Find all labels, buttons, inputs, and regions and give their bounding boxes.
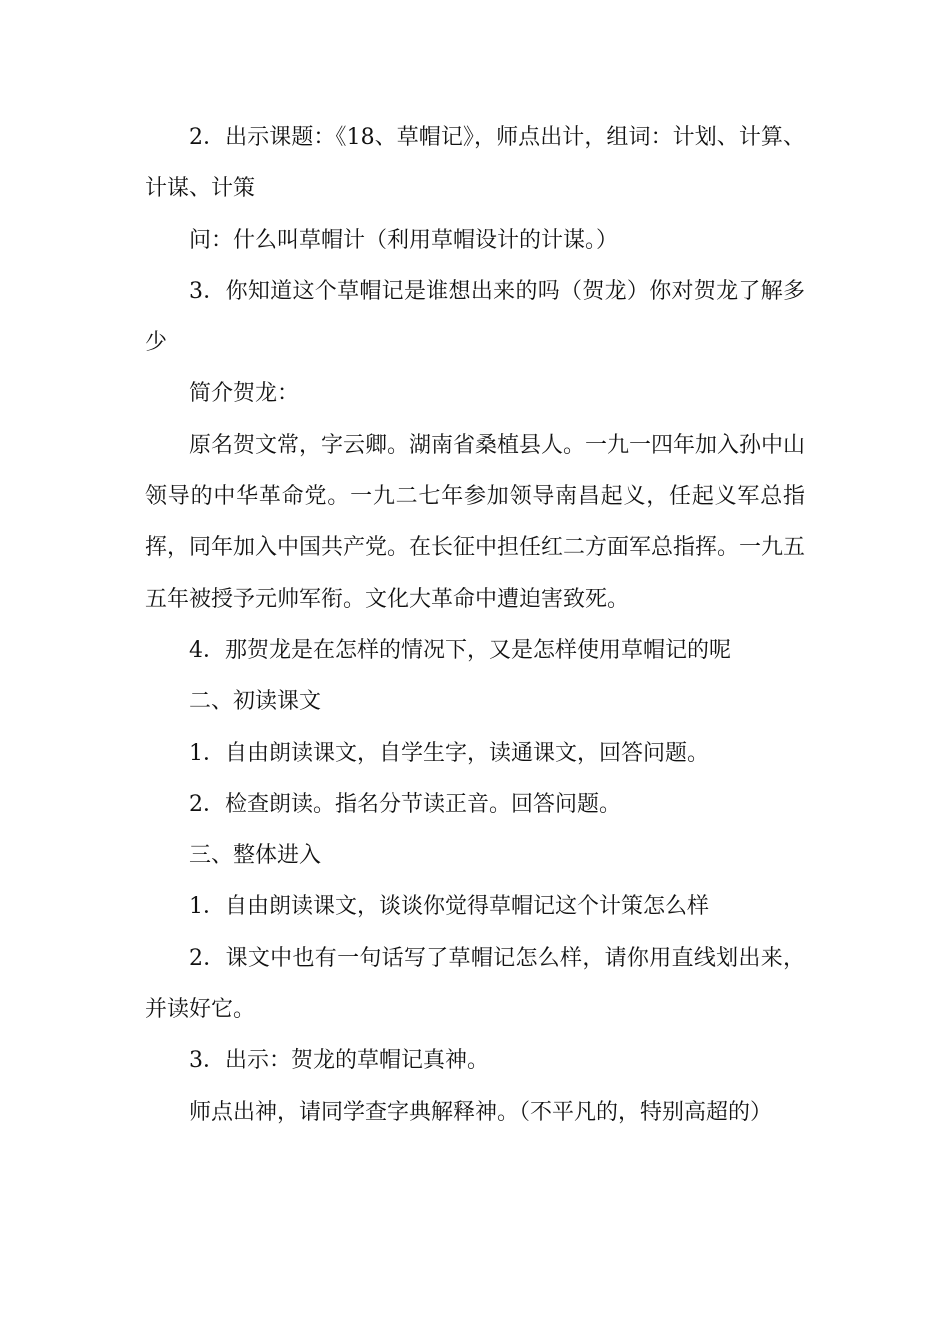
paragraph-biography: 原名贺文常，字云卿。湖南省桑植县人。一九一四年加入孙中山领导的中华革命党。一九二七年参加领导南昌起义，任起义军总指挥，同年加入中国共产党。在长征中担任红二方面军总指挥。一九五五年被授予元帅军衔。文化大革命中遭迫害致死。 <box>145 432 806 612</box>
paragraph-underline-sentence: 2．课文中也有一句话写了草帽记怎么样，请你用直线划出来，并读好它。 <box>145 945 805 1023</box>
section-heading-first-reading: 二、初读课文 <box>189 689 322 715</box>
paragraph-how-used: 4．那贺龙是在怎样的情况下，又是怎样使用草帽记的呢 <box>189 637 731 663</box>
paragraph-explain-shen: 师点出神，请同学查字典解释神。（不平凡的，特别高超的） <box>189 1099 773 1125</box>
paragraph-discuss-strategy: 1．自由朗读课文，谈谈你觉得草帽记这个计策怎么样 <box>189 894 709 920</box>
paragraph-show-title: 2．出示课题：《18、草帽记》，师点出计，组词：计划、计算、计谋、计策 <box>145 125 805 202</box>
paragraph-check-reading: 2．检查朗读。指名分节读正音。回答问题。 <box>189 791 621 817</box>
section-heading-overall: 三、整体进入 <box>189 843 322 869</box>
document-body <box>145 112 805 1138</box>
paragraph-intro-helong: 简介贺龙： <box>189 381 300 407</box>
paragraph-show-sentence: 3．出示：贺龙的草帽记真神。 <box>189 1048 489 1074</box>
paragraph-question-strategy: 问：什么叫草帽计（利用草帽设计的计谋。） <box>189 227 619 253</box>
paragraph-who-thought: 3．你知道这个草帽记是谁想出来的吗（贺龙）你对贺龙了解多少 <box>145 278 805 356</box>
paragraph-free-reading: 1．自由朗读课文，自学生字，读通课文，回答问题。 <box>189 740 709 766</box>
